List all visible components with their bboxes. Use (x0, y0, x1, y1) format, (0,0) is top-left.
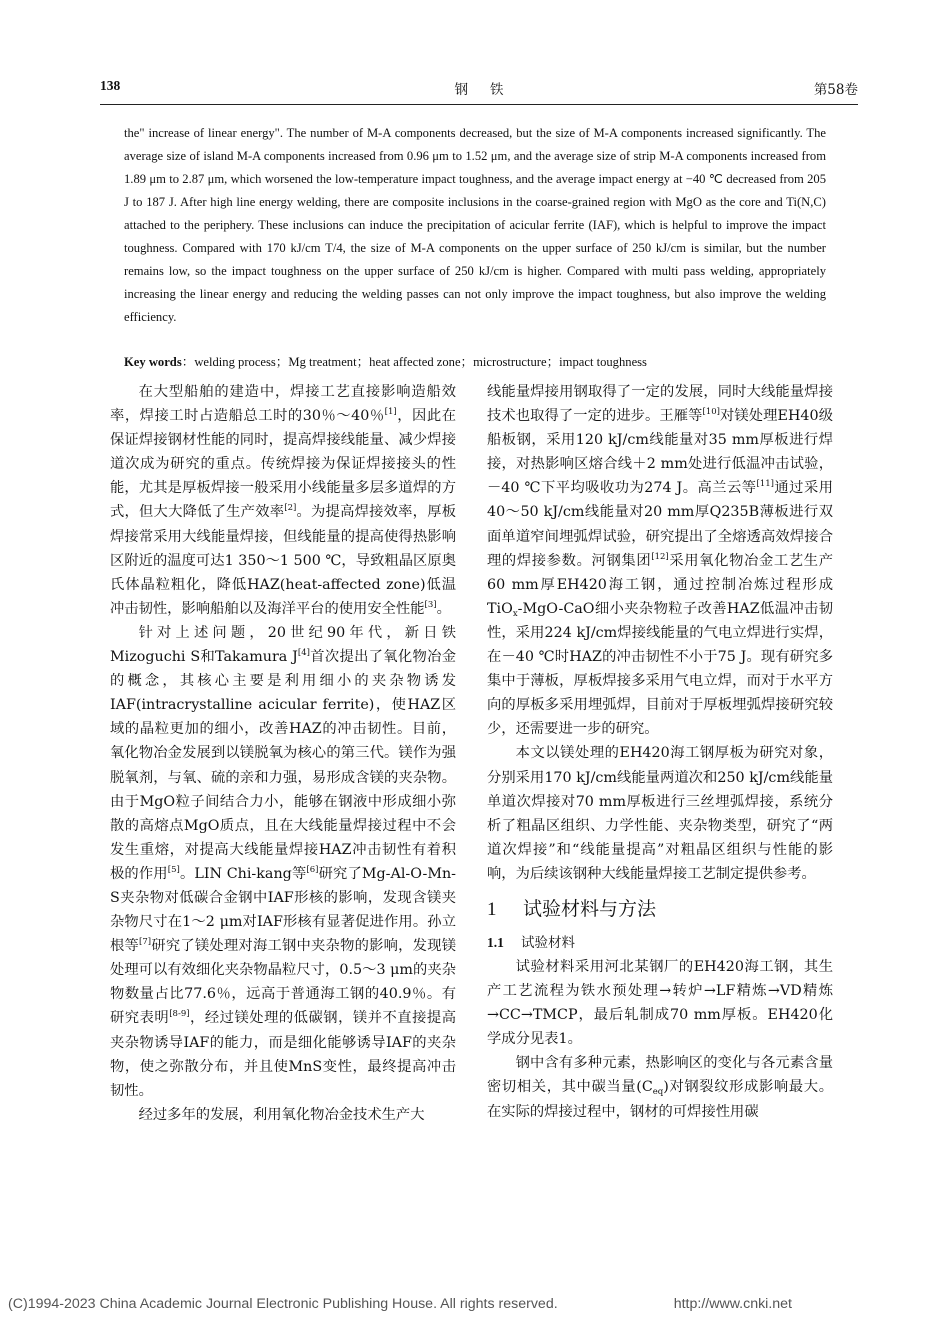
paragraph: 钢中含有多种元素，热影响区的变化与各元素含量密切相关，其中碳当量$(C_{eq})$对钢裂纹形成影响最大。在实际的焊接过程中，钢材的可焊接性用碳 (487, 1055, 833, 1120)
citation[interactable]: [12] (651, 551, 669, 562)
abstract-text: the" increase of linear energy". The number of M-A components decreased, but the size of M-A components increased significantly. The average size of island M-A components increased from 0.96 μm to 1.52 μm, and the average size of strip M-A components increased from 1.89 μm to 2.87 μm, which worsened the low-temperature impact toughness, and the average impact energy at −40 ℃ decreased from 205 J to 187 J. After high line energy welding, there are composite inclusions in the coarse-grained region with MgO as the core and Ti(N,C) attached to the periphery. These inclusions can induce the precipitation of acicular ferrite (IAF), which is helpful to improve the impact toughness. Compared with 170 kJ/cm T/4, the size of M-A components on the upper surface of 250 kJ/cm is similar, but the number remains low, so the impact toughness on the upper surface of 250 kJ/cm is higher. Compared with multi pass welding, appropriately increasing the linear energy and reducing the welding passes can not only improve the impact toughness, but also improve the welding efficiency. (124, 126, 826, 324)
cnki-link[interactable]: http://www.cnki.net (673, 1296, 792, 1312)
keywords-list: ：welding process；Mg treatment；heat affected zone；microstructure；impact toughness (181, 355, 647, 369)
paragraph: 针对上述问题，20世纪90年代，新日铁Mizoguchi S和Takamura J[4]首次提出了氧化物冶金的概念，其核心主要是利用细小的夹杂物诱发IAF(intracrystalline acicular ferrite)，使HAZ区域的晶粒更加的细小，改善HAZ的冲击韧性。目前，氧化物冶金发展到以镁脱氧为核心的第三代。镁作为强脱氧剂，与氧、硫的亲和力强，易形成含镁的夹杂物。由于MgO粒子间结合力小，能够在钢液中形成细小弥散的高熔点MgO质点，且在大线能量焊接过程中不会发生重熔，对提高大线能量焊接HAZ冲击韧性有着积极的作用[5]。LIN Chi-kang等[6]研究了Mg-Al-O-Mn-S夹杂物对低碳合金钢中IAF形核的影响，发现含镁夹杂物尺寸在1～2 μm对IAF形核有显著促进作用。孙立根等[7]研究了镁处理对海工钢中夹杂物的影响，发现镁处理可以有效细化夹杂物晶粒尺寸，0.5～3 μm的夹杂物数量占比77.6％，远高于普通海工钢的40.9％。有研究表明[8-9]，经过镁处理的低碳钢，镁并不直接提高夹杂物诱导IAF的能力，而是细化能够诱导IAF的夹杂物，使之弥散分布，并且使MnS变性，最终提高冲击韧性。 (110, 624, 457, 1099)
paragraph: 试验材料采用河北某钢厂的EH420海工钢，其生产工艺流程为铁水预处理→转炉→LF精炼→VD精炼→CC→TMCP，最后轧制成70 mm厚板。EH420化学成分见表1。 (487, 958, 833, 1048)
paragraph: 经过多年的发展，利用氧化物冶金技术生产大 (138, 1106, 425, 1123)
citation[interactable]: [3] (424, 599, 437, 610)
citation[interactable]: [4] (297, 648, 310, 659)
section-number: 1 (487, 898, 497, 920)
running-header (100, 78, 858, 100)
subsection-number: 1.1 (487, 934, 504, 950)
page-number: 138 (100, 78, 121, 93)
citation[interactable]: [7] (139, 937, 152, 948)
paragraph: 在大型船舶的建造中，焊接工艺直接影响造船效率，焊接工时占造船总工时的30％～40％[1]，因此在保证焊接钢材性能的同时，提高焊接线能量、减少焊接道次成为研究的重点。传统焊接为保证焊接接头的性能，尤其是厚板焊接一般采用小线能量多层多道焊的方式，但大大降低了生产效率[2]。为提高焊接效率，厚板焊接常采用大线能量焊接，但线能量的提高使得热影响区附近的温度可达1 350～1 500 ℃，导致粗晶区原奥氏体晶粒粗化，降低HAZ(heat-affected zone)低温冲击韧性，影响船舶以及海洋平台的使用安全性能[3]。 (110, 384, 457, 617)
paragraph: 线能量焊接用钢取得了一定的发展，同时大线能量焊接技术也取得了一定的进步。王雁等[10]对镁处理EH40级船板钢，采用120 kJ/cm线能量对35 mm厚板进行焊接，对热影响区熔合线＋2 mm处进行低温冲击试验，－40 ℃下平均吸收功为274 J。高兰云等[11]通过采用40～50 kJ/cm线能量对20 mm厚Q235B薄板进行双面单道窄间埋弧焊试验，研究提出了全熔透高效焊接合理的焊接参数。河钢集团[12]采用氧化物冶金工艺生产60 mm厚EH420海工钢，通过控制冶炼过程形成TiO$_x$-MgO-CaO细小夹杂物粒子改善HAZ低温冲击韧性，采用224 kJ/cm焊接线能量的气电立焊进行实焊，在－40 ℃时HAZ的冲击韧性不小于75 J。现有研究多集中于薄板，厚板焊接多采用气电立焊，而对于水平方向的厚板多采用埋弧焊，目前对于厚板埋弧焊接研究较少，还需要进一步的研究。 (487, 384, 834, 738)
left-column (110, 380, 456, 1127)
citation[interactable]: [11] (756, 479, 774, 490)
section-title: 试验材料与方法 (523, 897, 657, 920)
subsection-heading (487, 931, 833, 955)
right-column (487, 380, 833, 1124)
copyright-notice: (C)1994-2023 China Academic Journal Electronic Publishing House. All rights reserved. (8, 1296, 558, 1312)
keywords-label: Key words (124, 355, 182, 369)
volume-label: 第58卷 (813, 82, 858, 98)
citation[interactable]: [2] (284, 503, 297, 514)
footer (0, 1296, 950, 1318)
subsection-title: 试验材料 (521, 934, 575, 951)
section-heading (487, 894, 833, 925)
citation[interactable]: [8-9] (169, 1009, 190, 1020)
citation[interactable]: [1] (384, 407, 397, 418)
citation[interactable]: [10] (702, 407, 720, 418)
journal-name: 钢铁 (454, 82, 526, 98)
paragraph: 本文以镁处理的EH420海工钢厚板为研究对象，分别采用170 kJ/cm线能量两道次和250 kJ/cm线能量单道次焊接对70 mm厚板进行三丝埋弧焊接，系统分析了粗晶区组织、力学性能、夹杂物类型，研究了“两道次焊接”和“线能量提高”对粗晶区组织与性能的影响，为后续该钢种大线能量焊接工艺制定提供参考。 (487, 745, 833, 882)
citation[interactable]: [5] (167, 864, 180, 875)
citation[interactable]: [6] (306, 864, 319, 875)
header-rule (100, 104, 858, 105)
keywords (124, 351, 826, 374)
